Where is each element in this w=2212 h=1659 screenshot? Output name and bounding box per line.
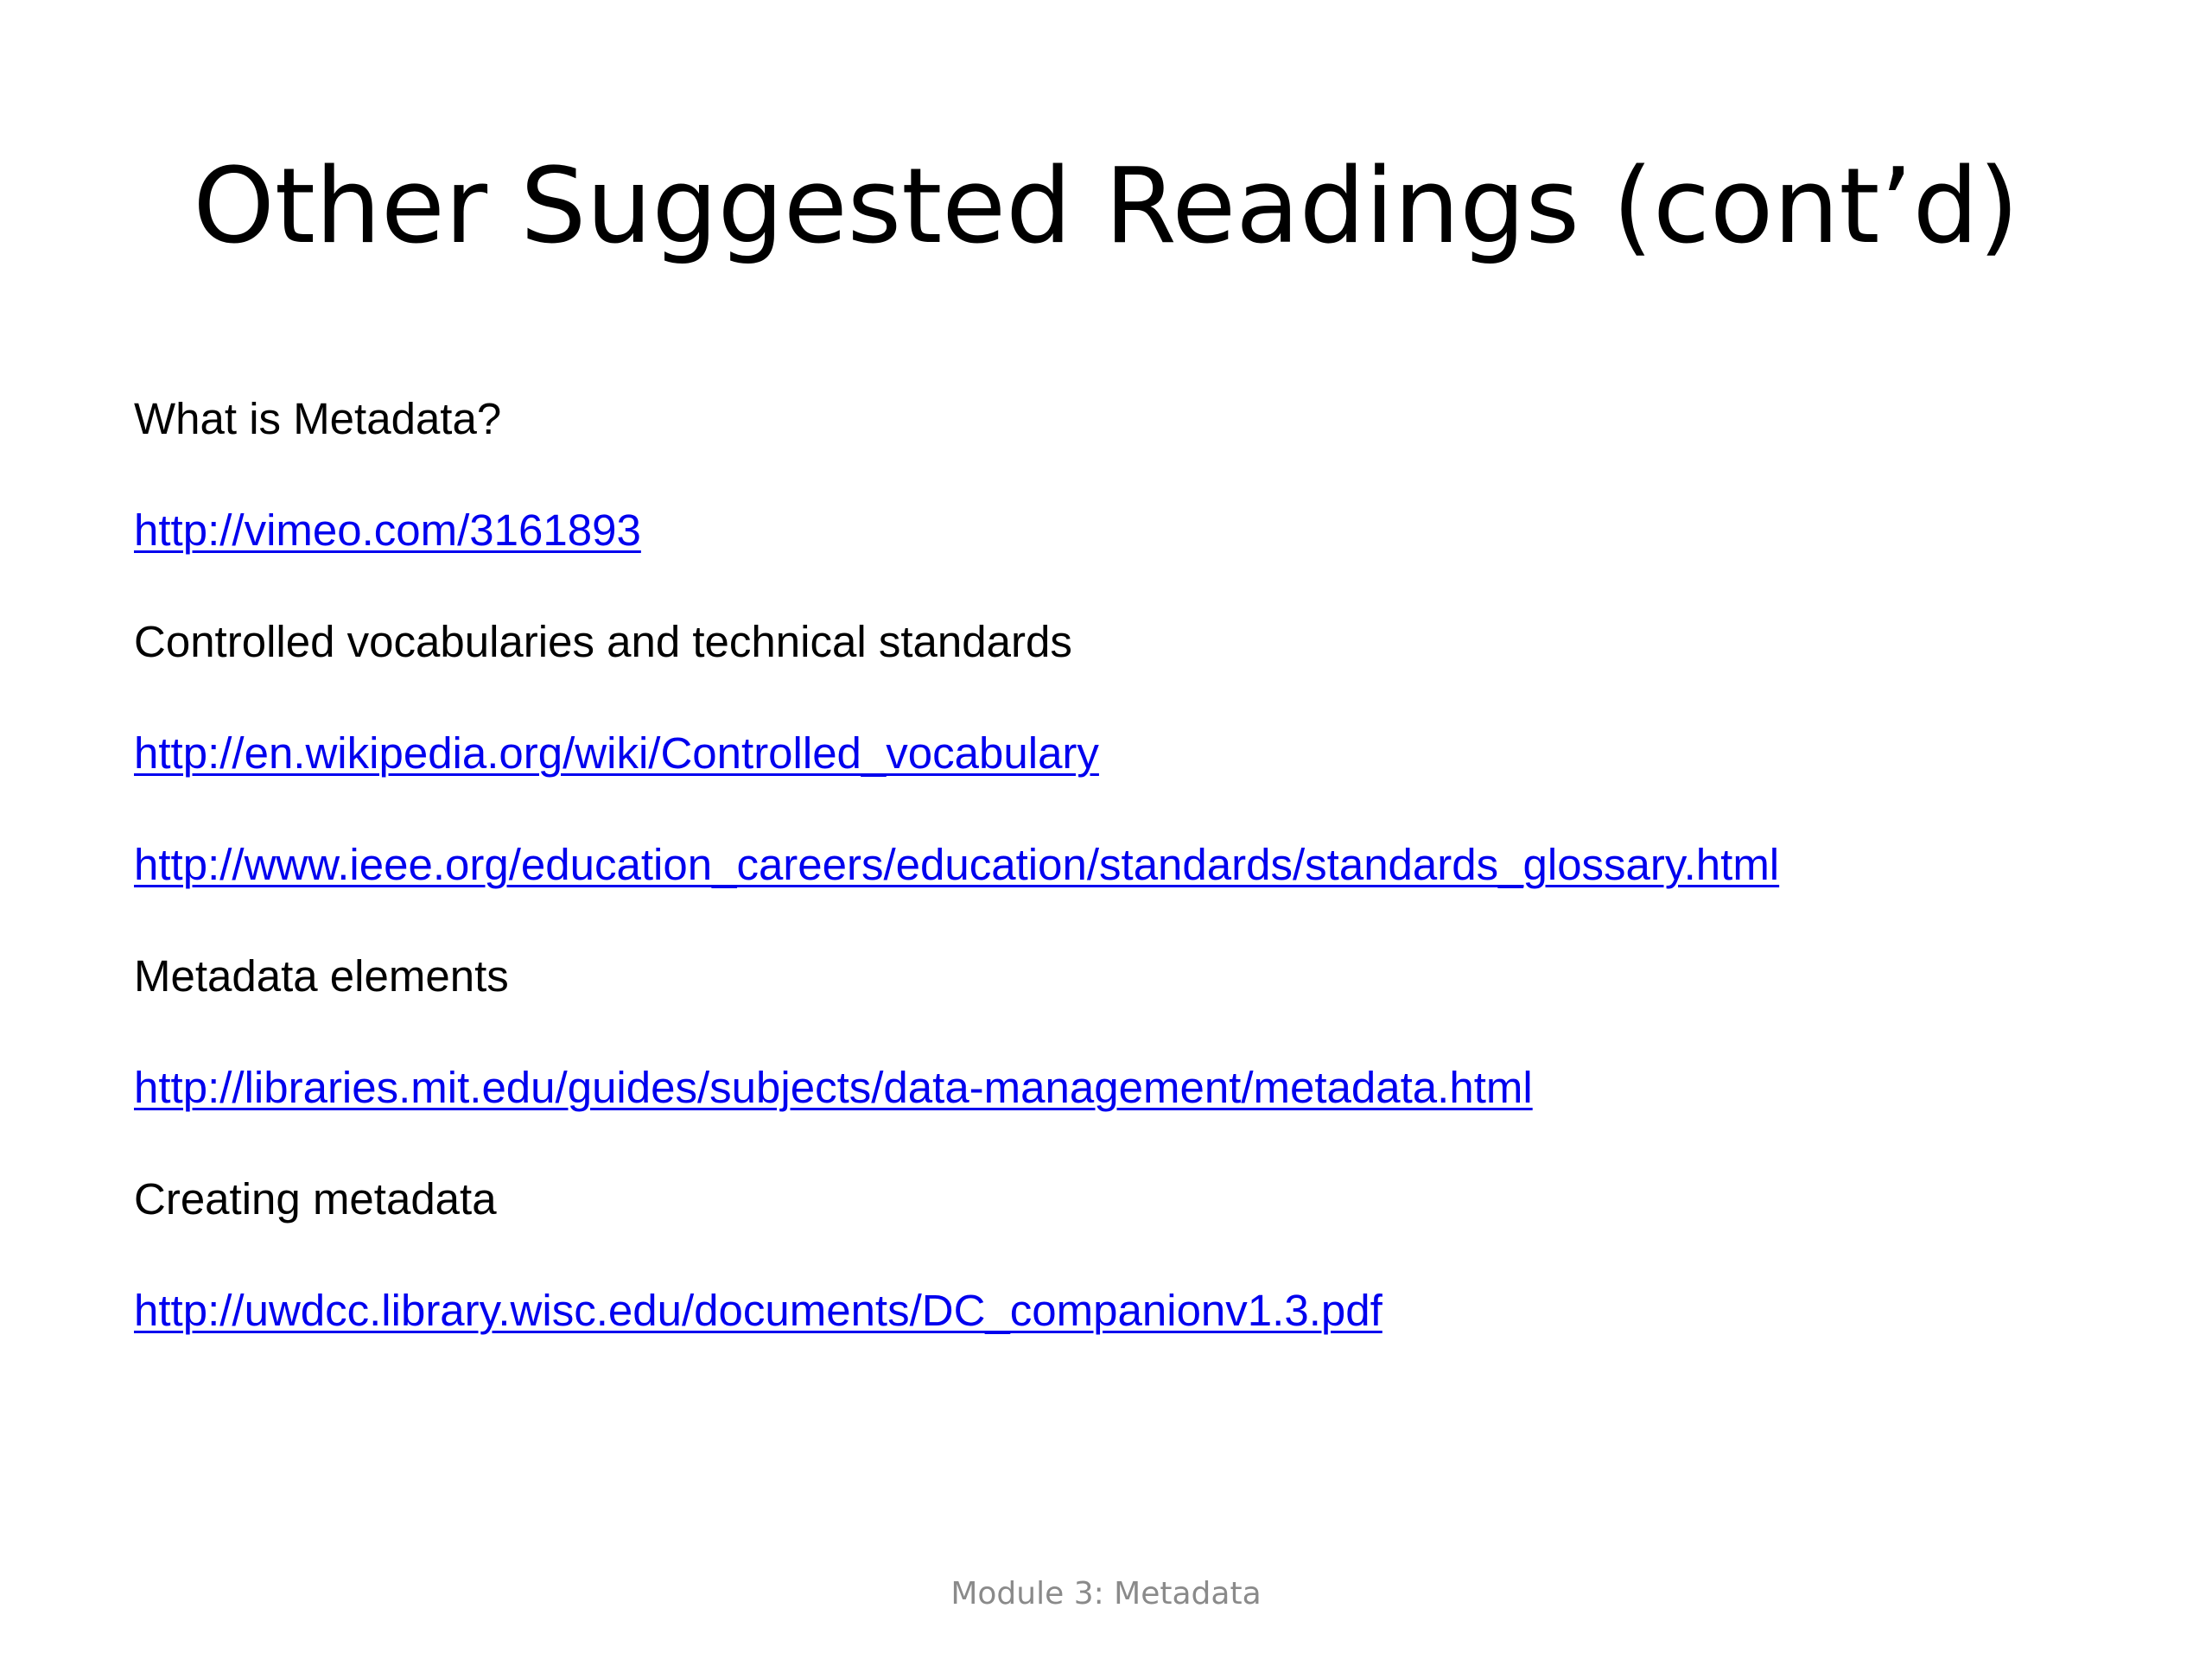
readings-list (134, 389, 2121, 1392)
link-row-vimeo (134, 500, 2121, 612)
slide-footer: Module 3: Metadata (950, 1576, 1262, 1611)
section-heading-label: What is Metadata? (134, 394, 502, 443)
link-vimeo[interactable]: http://vimeo.com/3161893 (134, 505, 641, 555)
slide-title: Other Suggested Readings (cont’d) (193, 147, 2019, 267)
section-heading-label: Metadata elements (134, 951, 509, 1001)
section-heading-metadata-elements (134, 946, 2121, 1058)
link-row-wikipedia (134, 723, 2121, 835)
link-wikipedia-controlled-vocabulary[interactable]: http://en.wikipedia.org/wiki/Controlled_vocabulary (134, 728, 1099, 778)
section-heading-label: Creating metadata (134, 1174, 497, 1224)
link-mit-metadata-guide[interactable]: http://libraries.mit.edu/guides/subjects/data-management/metadata.html (134, 1063, 1533, 1112)
section-heading-creating-metadata (134, 1169, 2121, 1281)
link-row-ieee (134, 835, 2121, 946)
link-uwdcc-dc-companion[interactable]: http://uwdcc.library.wisc.edu/documents/DC_companionv1.3.pdf (134, 1286, 1382, 1335)
section-heading-label: Controlled vocabularies and technical standards (134, 617, 1072, 666)
section-heading-controlled-vocabularies (134, 612, 2121, 723)
link-row-mit (134, 1058, 2121, 1169)
link-row-uwdcc (134, 1281, 2121, 1392)
link-ieee-standards-glossary[interactable]: http://www.ieee.org/education_careers/education/standards/standards_glossary.html (134, 840, 1780, 889)
section-heading-what-is-metadata (134, 389, 2121, 500)
